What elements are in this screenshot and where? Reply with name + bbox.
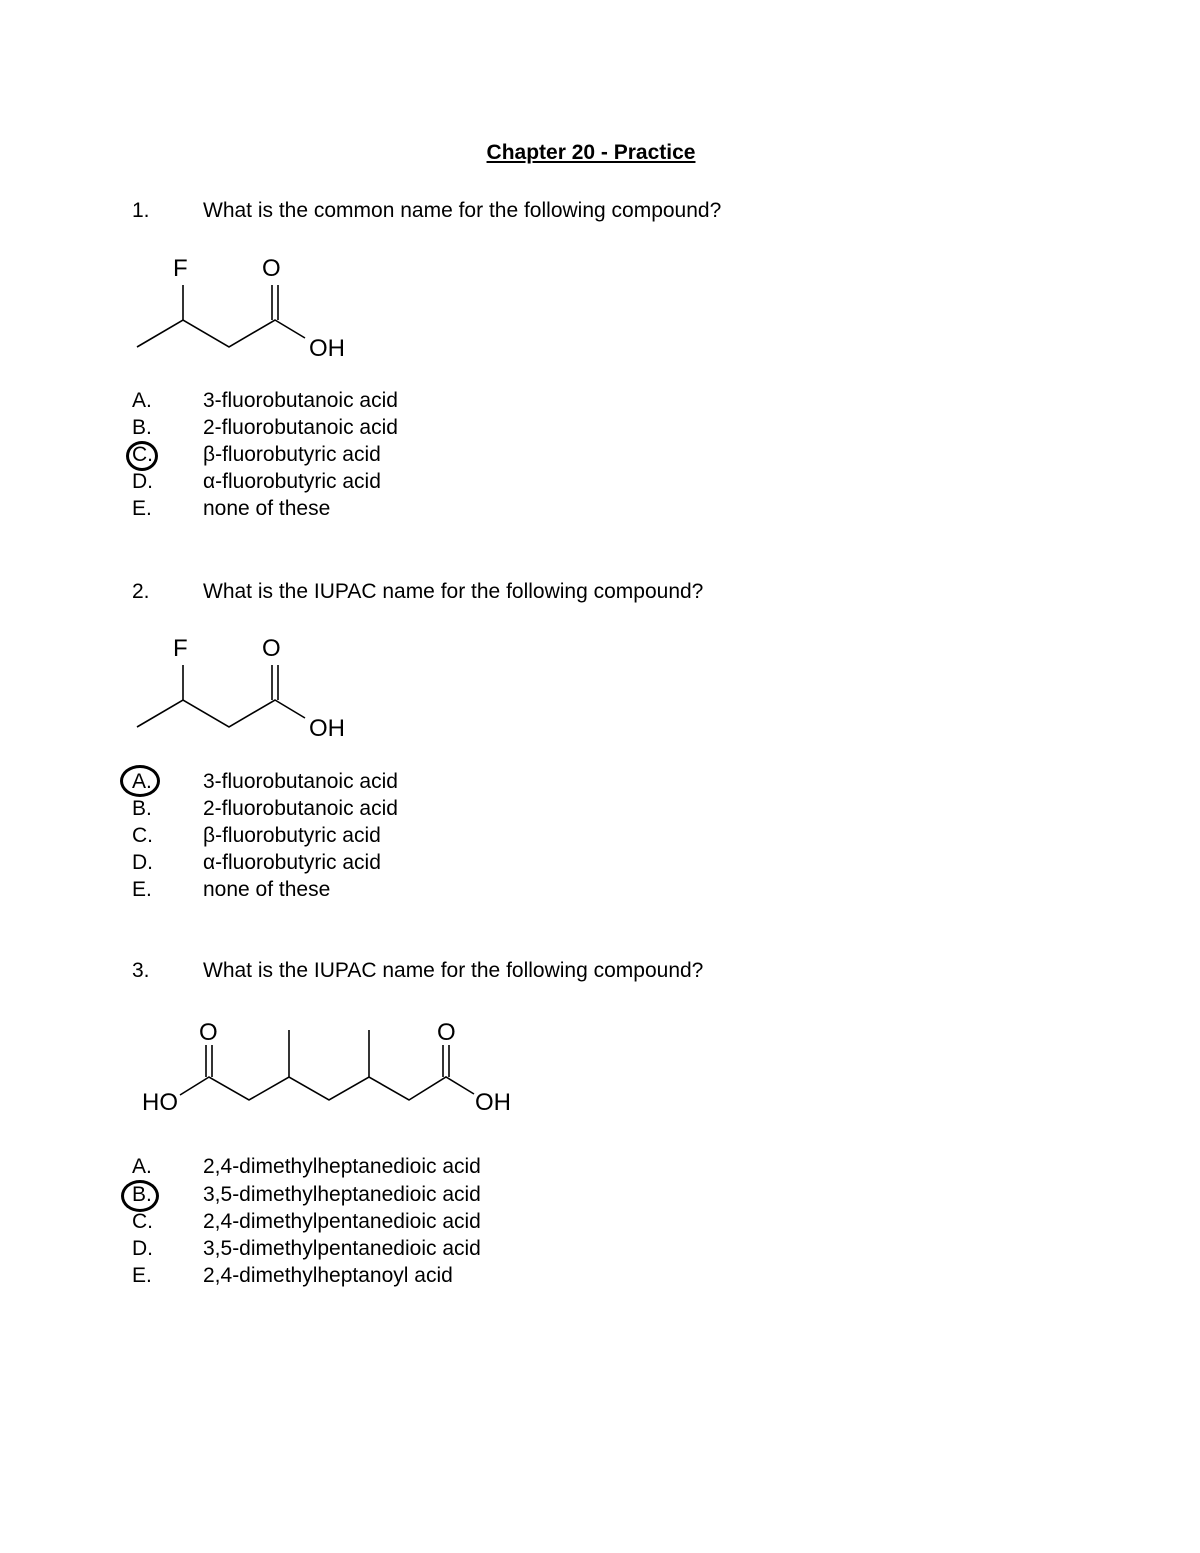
option-text: α-fluorobutyric acid <box>203 851 381 874</box>
option-text: 2,4-dimethylheptanedioic acid <box>203 1155 481 1178</box>
option-text: β-fluorobutyric acid <box>203 443 381 466</box>
option-letter: E. <box>132 497 152 520</box>
question-text: What is the IUPAC name for the following compound? <box>203 959 704 982</box>
question-number: 2. <box>132 580 150 603</box>
atom-label: O <box>262 635 281 662</box>
structure-dimethylheptanedioic-acid <box>0 0 560 1120</box>
atom-label: OH <box>309 715 345 742</box>
option-text: 2-fluorobutanoic acid <box>203 416 398 439</box>
atom-label: OH <box>475 1089 511 1116</box>
option-text: β-fluorobutyric acid <box>203 824 381 847</box>
option-letter: A. <box>132 1155 152 1178</box>
option-letter: C. <box>132 824 153 847</box>
option-letter: C. <box>132 443 153 466</box>
option-text: none of these <box>203 878 331 901</box>
option-letter: D. <box>132 1237 153 1260</box>
option-letter: E. <box>132 878 152 901</box>
atom-label: O <box>199 1019 218 1046</box>
option-letter: B. <box>132 416 152 439</box>
option-text: 3-fluorobutanoic acid <box>203 770 398 793</box>
option-letter: A. <box>132 770 152 793</box>
option-letter: A. <box>132 389 152 412</box>
option-b[interactable] <box>0 1181 700 1208</box>
option-text: 2,4-dimethylheptanoyl acid <box>203 1264 453 1287</box>
option-letter: D. <box>132 851 153 874</box>
option-c[interactable] <box>0 1208 700 1235</box>
option-text: none of these <box>203 497 331 520</box>
option-a[interactable] <box>0 1153 700 1180</box>
question-number: 1. <box>132 199 150 222</box>
option-letter: C. <box>132 1210 153 1233</box>
question-text: What is the common name for the following compound? <box>203 199 722 222</box>
option-letter: D. <box>132 470 153 493</box>
carbon-chain-bonds <box>180 1077 474 1100</box>
option-text: 2,4-dimethylpentanedioic acid <box>203 1210 481 1233</box>
option-text: 3,5-dimethylpentanedioic acid <box>203 1237 481 1260</box>
atom-label: O <box>437 1019 456 1046</box>
option-text: 3-fluorobutanoic acid <box>203 389 398 412</box>
atom-label: O <box>262 255 281 282</box>
option-text: α-fluorobutyric acid <box>203 470 381 493</box>
option-letter: E. <box>132 1264 152 1287</box>
atom-label: HO <box>142 1089 178 1116</box>
question-number: 3. <box>132 959 150 982</box>
atom-label: OH <box>309 335 345 362</box>
page-title: Chapter 20 - Practice <box>486 141 696 164</box>
atom-label: F <box>173 635 188 662</box>
option-text: 2-fluorobutanoic acid <box>203 797 398 820</box>
option-d[interactable] <box>0 1235 700 1262</box>
option-letter: B. <box>132 797 152 820</box>
option-letter: B. <box>132 1183 152 1206</box>
question-text: What is the IUPAC name for the following compound? <box>203 580 704 603</box>
option-text: 3,5-dimethylheptanedioic acid <box>203 1183 481 1206</box>
answer-circle-mark <box>121 1180 159 1212</box>
atom-label: F <box>173 255 188 282</box>
option-e[interactable] <box>0 1262 700 1289</box>
